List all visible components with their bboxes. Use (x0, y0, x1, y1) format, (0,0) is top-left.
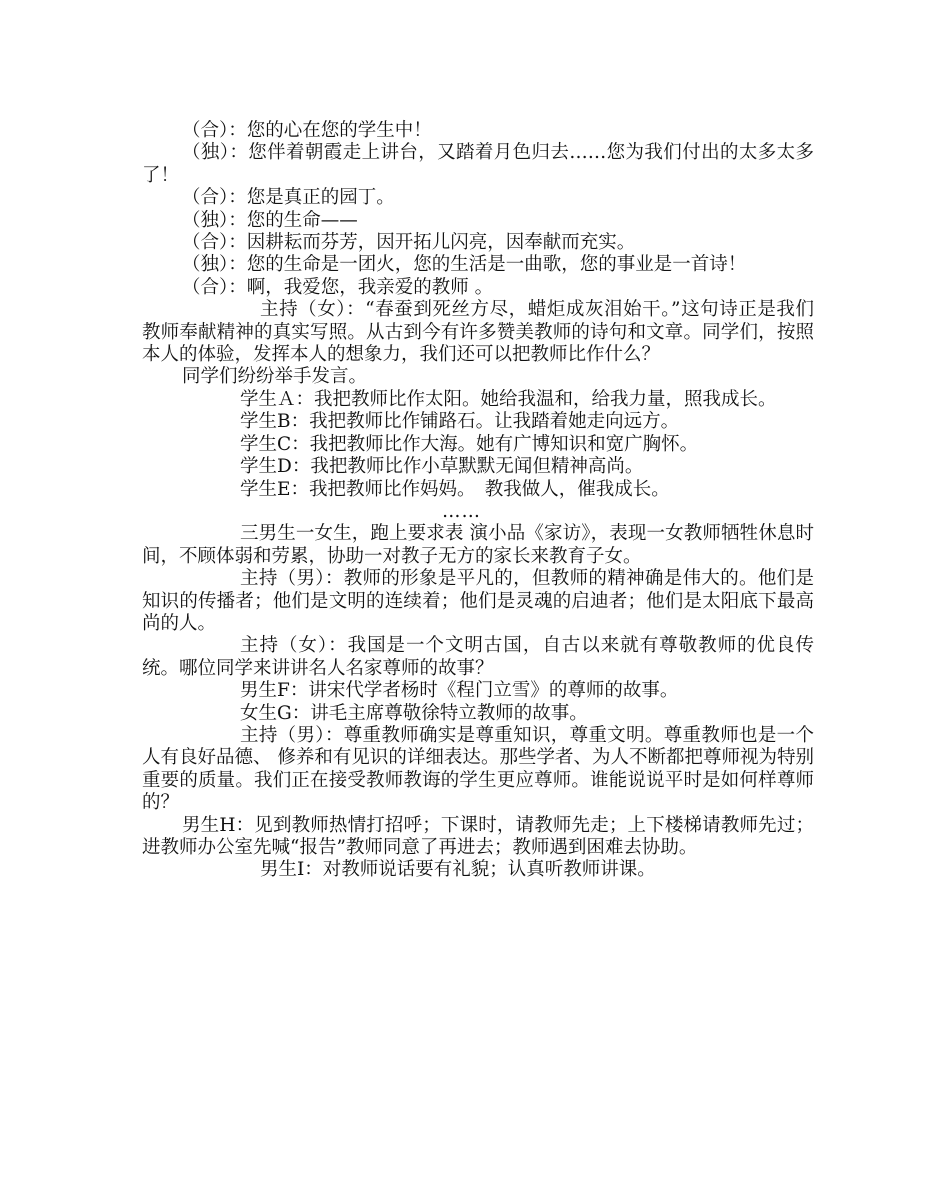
girl-g-line: 女生G：讲毛主席尊敬徐特立教师的故事。 (240, 702, 588, 724)
solo-line-2: （独）：您的生命—— (182, 209, 358, 231)
student-a-line: 学生Ａ：我把教师比作太阳。她给我温和，给我力量，照我成长。 (240, 388, 777, 410)
chorus-line-2: （合）：您是真正的园丁。 (182, 187, 395, 209)
host-female-line-2: 主持（女）：我国是一个文明古国，自古以来就有尊敬教师的优良传统。哪位同学来讲讲名人名家尊师的故事？ (142, 635, 814, 679)
classmates-raise-hands: 同学们纷纷举手发言。 (182, 366, 368, 388)
ellipsis-line: …… (442, 500, 481, 522)
student-e-line: 学生E：我把教师比作妈妈。 教我做人，催我成长。 (240, 478, 670, 500)
chorus-line-1: （合）：您的心在您的学生中！ (182, 120, 432, 141)
chorus-line-3: （合）：因耕耘而芬芳，因开拓儿闪亮，因奉献而充实。 (182, 232, 636, 254)
skit-description: 三男生一女生，跑上要求表 演小品《家访》，表现一女教师牺牲休息时间，不顾体弱和劳累，协助一对教子无方的家长来教育子女。 (142, 523, 814, 567)
solo-line-3: （独）：您的生命是一团火，您的生活是一曲歌，您的事业是一首诗！ (182, 254, 747, 276)
host-female-intro: 主持（女）：“春蚕到死丝方尽，蜡炬成灰泪始干。”这句诗正是我们教师奉献精神的真实写照。从古到今有许多赞美教师的诗句和文章。同学们，按照本人的体验，发挥本人的想象力，我们还可以把教师比作什么？ (142, 299, 814, 366)
chorus-line-4: （合）：啊，我爱您，我亲爱的教师 。 (182, 276, 494, 298)
boy-i-line: 男生I：对教师说话要有礼貌；认真听教师讲课。 (260, 859, 656, 881)
host-male-line-2: 主持（男）：尊重教师确实是尊重知识，尊重文明。尊重教师也是一个人有良好品德、 修养和有见识的详细表达。那些学者、为人不断都把尊师视为特别重要的质量。我们正在接受教师教诲的学生更应尊师。谁能说说平时是如何样尊师的？ (142, 724, 814, 814)
student-d-line: 学生D：我把教师比作小草默默无闻但精神高尚。 (240, 456, 644, 478)
document-body (142, 120, 814, 882)
boy-f-line: 男生F：讲宋代学者杨时《程门立雪》的尊师的故事。 (240, 680, 679, 702)
solo-line-1: （独）：您伴着朝霞走上讲台，又踏着月色归去……您为我们付出的太多太多了！ (142, 142, 814, 186)
student-b-line: 学生B：我把教师比作铺路石。让我踏着她走向远方。 (240, 411, 680, 433)
host-male-line-1: 主持（男）：教师的形象是平凡的，但教师的精神确是伟大的。他们是知识的传播者；他们是文明的连续着；他们是灵魂的启迪者；他们是太阳底下最高尚的人。 (142, 568, 814, 634)
boy-h-line: 男生H：见到教师热情打招呼；下课时，请教师先走；上下楼梯请教师先过；进教师办公室先喊“报告”教师同意了再进去；教师遇到困难去协助。 (142, 814, 814, 858)
student-c-line: 学生C：我把教师比作大海。她有广博知识和宽广胸怀。 (240, 433, 699, 455)
